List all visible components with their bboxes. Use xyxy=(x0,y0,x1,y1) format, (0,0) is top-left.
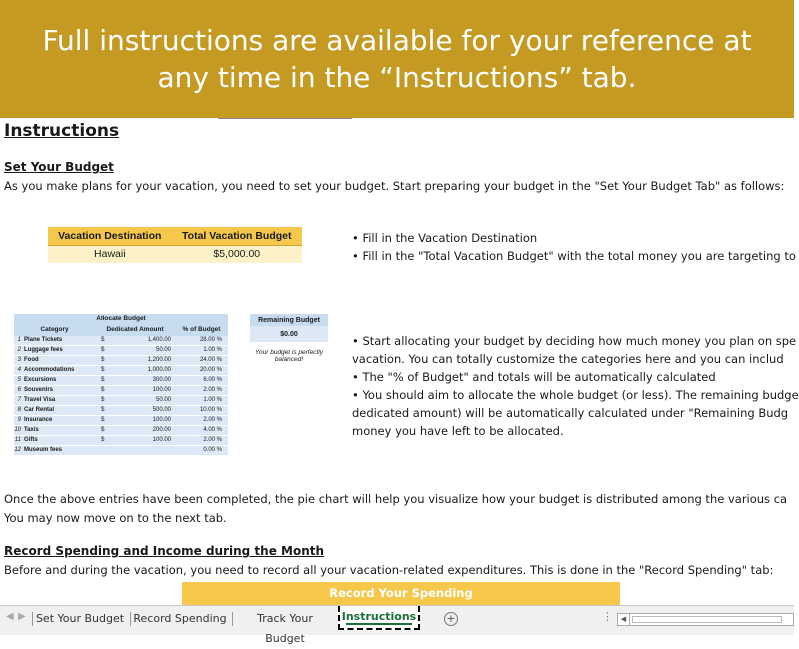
row-number: 3 xyxy=(14,356,22,366)
category-cell[interactable]: Excursions xyxy=(22,376,95,386)
amount-cell[interactable]: 1,000.00 xyxy=(115,366,175,376)
percent-cell: 24.00 % xyxy=(175,356,228,366)
promo-banner xyxy=(0,0,794,118)
worksheet-area xyxy=(0,118,799,605)
banner-line-2: any time in the “Instructions” tab. xyxy=(157,61,637,94)
record-spending-bar: Record Your Spending xyxy=(182,582,620,605)
category-cell[interactable]: Food xyxy=(22,356,95,366)
bullet-line: • Fill in the "Total Vacation Budget" with the total money you are targeting to xyxy=(352,249,796,263)
currency-cell: $ xyxy=(95,386,115,396)
row-number: 11 xyxy=(14,436,22,446)
currency-cell: $ xyxy=(95,336,115,346)
amount-cell[interactable]: 300.00 xyxy=(115,376,175,386)
currency-cell: $ xyxy=(95,406,115,416)
bullet-line: • The "% of Budget" and totals will be automatically calculated xyxy=(352,370,716,384)
currency-cell: $ xyxy=(95,356,115,366)
tab-track-your-budget[interactable]: Track Your Budget xyxy=(257,612,313,645)
scroll-left-icon[interactable]: ◀ xyxy=(618,614,630,625)
currency-cell: $ xyxy=(95,426,115,436)
percent-cell: 4.00 % xyxy=(175,426,228,436)
row-number: 10 xyxy=(14,426,22,436)
category-cell[interactable]: Plane Tickets xyxy=(22,336,95,346)
amount-cell[interactable]: 1,400.00 xyxy=(115,336,175,346)
add-sheet-icon[interactable]: + xyxy=(444,612,458,626)
active-tab-indicator xyxy=(346,623,412,625)
set-budget-bullets xyxy=(352,229,796,265)
remaining-budget-table xyxy=(250,314,328,342)
total-budget-header: Total Vacation Budget xyxy=(172,227,302,245)
tab-instructions-label: Instructions xyxy=(341,610,417,623)
amount-cell[interactable]: 50.00 xyxy=(115,396,175,406)
amount-header: Dedicated Amount xyxy=(95,322,175,336)
bullet-line: dedicated amount) will be automatically calculated under "Remaining Budg xyxy=(352,406,789,420)
row-number: 8 xyxy=(14,406,22,416)
bullet-line: • You should aim to allocate the whole budget (or less). The remaining budge xyxy=(352,388,799,402)
category-cell[interactable]: Museum fees xyxy=(22,446,95,456)
table-row xyxy=(14,366,228,376)
amount-cell[interactable]: 100.00 xyxy=(115,436,175,446)
table-row xyxy=(14,436,228,446)
bullet-line: • Fill in the Vacation Destination xyxy=(352,231,538,245)
vacation-destination-table xyxy=(48,227,302,263)
category-cell[interactable]: Souvenirs xyxy=(22,386,95,396)
row-number: 9 xyxy=(14,416,22,426)
total-budget-cell[interactable]: $5,000.00 xyxy=(172,245,302,263)
allocate-budget-title: Allocate Budget xyxy=(14,314,228,322)
record-spending-heading: Record Spending and Income during the Month xyxy=(4,544,325,558)
header-divider xyxy=(218,118,352,119)
percent-cell: 1.00 % xyxy=(175,346,228,356)
currency-cell: $ xyxy=(95,416,115,426)
percent-cell: 28.00 % xyxy=(175,336,228,346)
currency-cell: $ xyxy=(95,366,115,376)
horizontal-scrollbar[interactable] xyxy=(617,613,794,626)
table-row xyxy=(14,446,228,456)
amount-cell[interactable]: 500.00 xyxy=(115,406,175,416)
amount-cell[interactable] xyxy=(115,446,175,456)
amount-cell[interactable]: 200.00 xyxy=(115,426,175,436)
tab-nav-prev-icon[interactable]: ◀ xyxy=(6,611,14,622)
record-spending-intro: Before and during the vacation, you need to record all your vacation-related expenditures. This is done in the "Record Spending" tab: xyxy=(4,563,774,577)
table-row xyxy=(14,426,228,436)
tab-separator xyxy=(32,612,33,626)
scroll-thumb[interactable] xyxy=(632,616,782,623)
category-cell[interactable]: Car Rental xyxy=(22,406,95,416)
amount-cell[interactable]: 1,200.00 xyxy=(115,356,175,366)
table-row xyxy=(14,346,228,356)
category-cell[interactable]: Travel Visa xyxy=(22,396,95,406)
row-number: 4 xyxy=(14,366,22,376)
percent-cell: 2.00 % xyxy=(175,416,228,426)
table-row xyxy=(14,376,228,386)
remaining-budget-value: $0.00 xyxy=(250,326,328,342)
row-number: 1 xyxy=(14,336,22,346)
pie-chart-note: Once the above entries have been completed, the pie chart will help you visualize how your budget is distributed among the various ca xyxy=(4,492,788,506)
sheet-tabs-bar xyxy=(0,605,794,645)
amount-cell[interactable]: 100.00 xyxy=(115,416,175,426)
balanced-note: Your budget is perfectly balanced! xyxy=(255,349,323,363)
amount-cell[interactable]: 50.00 xyxy=(115,346,175,356)
table-row xyxy=(14,416,228,426)
bullet-line: • Start allocating your budget by deciding how much money you plan on spe xyxy=(352,334,797,348)
currency-cell: $ xyxy=(95,396,115,406)
next-tab-note: You may now move on to the next tab. xyxy=(4,511,227,525)
amount-cell[interactable]: 100.00 xyxy=(115,386,175,396)
tab-separator xyxy=(130,612,131,626)
category-cell[interactable]: Taxis xyxy=(22,426,95,436)
percent-cell: 6.00 % xyxy=(175,376,228,386)
tab-separator xyxy=(232,612,233,626)
tab-nav-next-icon[interactable]: ▶ xyxy=(18,611,26,622)
destination-cell[interactable]: Hawaii xyxy=(48,245,172,263)
row-number: 2 xyxy=(14,346,22,356)
category-cell[interactable]: Insurance xyxy=(22,416,95,426)
row-number: 12 xyxy=(14,446,22,456)
allocate-bullets xyxy=(352,332,799,440)
currency-cell: $ xyxy=(95,346,115,356)
table-row xyxy=(14,406,228,416)
percent-cell: 0.00 % xyxy=(175,446,228,456)
tab-set-your-budget[interactable]: Set Your Budget xyxy=(35,612,125,625)
bullet-line: money you have left to be allocated. xyxy=(352,424,564,438)
more-options-icon[interactable]: ⋮ xyxy=(602,610,613,623)
category-cell[interactable]: Gifts xyxy=(22,436,95,446)
currency-cell: $ xyxy=(95,436,115,446)
row-number: 6 xyxy=(14,386,22,396)
row-number: 5 xyxy=(14,376,22,386)
currency-cell: $ xyxy=(95,376,115,386)
remaining-budget-header: Remaining Budget xyxy=(250,314,328,326)
category-cell[interactable]: Accommodations xyxy=(22,366,95,376)
percent-cell: 2.00 % xyxy=(175,436,228,446)
percent-cell: 2.00 % xyxy=(175,386,228,396)
tab-instructions[interactable] xyxy=(338,606,420,630)
tab-record-spending[interactable]: Record Spending xyxy=(133,612,227,625)
bullet-line: vacation. You can totally customize the categories here and you can includ xyxy=(352,352,784,366)
page-title: Instructions xyxy=(4,121,120,141)
set-budget-intro: As you make plans for your vacation, you need to set your budget. Start preparing your budget in the "Set Your Budget Tab" as follows: xyxy=(4,179,785,193)
set-budget-heading: Set Your Budget xyxy=(4,160,114,174)
allocate-rows xyxy=(14,336,228,456)
percent-cell: 10.00 % xyxy=(175,406,228,416)
destination-header: Vacation Destination xyxy=(48,227,172,245)
banner-line-1: Full instructions are available for your reference at xyxy=(42,24,752,57)
category-cell[interactable]: Luggage fees xyxy=(22,346,95,356)
table-row xyxy=(14,336,228,346)
percent-cell: 20.00 % xyxy=(175,366,228,376)
category-header: Category xyxy=(14,322,95,336)
table-row xyxy=(14,396,228,406)
allocate-budget-table xyxy=(14,314,228,456)
table-row xyxy=(14,386,228,396)
row-number: 7 xyxy=(14,396,22,406)
currency-cell xyxy=(95,446,115,456)
table-row xyxy=(14,356,228,366)
percent-header: % of Budget xyxy=(175,322,228,336)
percent-cell: 1.00 % xyxy=(175,396,228,406)
